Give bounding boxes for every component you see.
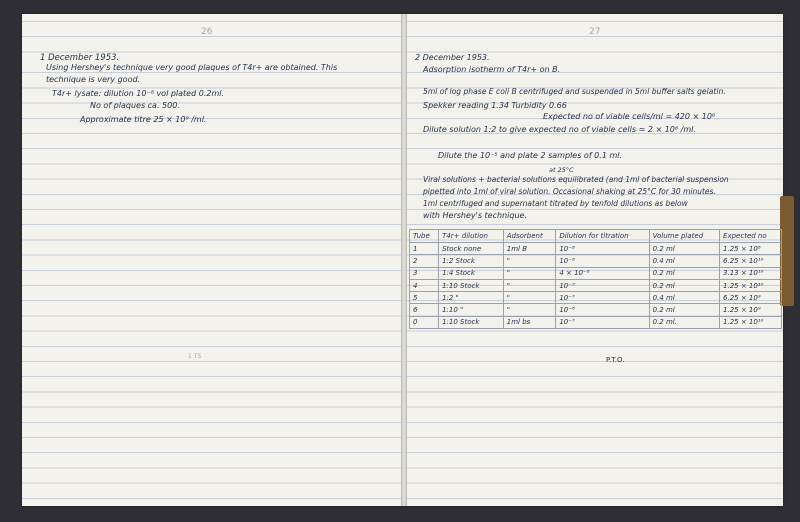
table-cell: 10⁻⁷ xyxy=(556,292,649,304)
temp-note: at 25°C xyxy=(549,166,574,174)
table-header-cell: Tube xyxy=(410,230,439,243)
table-row xyxy=(410,316,782,328)
table-cell: 1:2 " xyxy=(439,292,504,304)
table-header-row xyxy=(410,230,782,243)
titration-table xyxy=(409,229,782,329)
table-cell: 1:2 Stock xyxy=(439,255,504,267)
viral-line-3: 1ml centrifuged and supernatant titrated by tenfold dilutions as below xyxy=(423,199,688,208)
table-cell: " xyxy=(503,304,556,316)
table-cell: 4 xyxy=(410,279,439,291)
table-header-cell: Dilution for titration xyxy=(556,230,649,243)
left-footer-mark: 1 TS xyxy=(188,353,202,360)
table-cell: 6.25 × 10¹⁰ xyxy=(720,255,782,267)
table-cell: 0.2 ml xyxy=(649,243,719,255)
dilute-line: Dilute solution 1:2 to give expected no of viable cells ≃ 2 × 10⁸ /ml. xyxy=(423,125,696,134)
table-cell: 1 xyxy=(410,243,439,255)
table-cell: 1.25 × 10¹⁰ xyxy=(720,316,782,328)
right-date: 2 December 1953. xyxy=(415,53,490,62)
spekker-line: Spekker reading 1.34 Turbidity 0.66 xyxy=(423,101,567,110)
notebook-spine xyxy=(401,14,407,506)
table-cell: 10⁻⁸ xyxy=(556,255,649,267)
table-cell: 10⁻⁷ xyxy=(556,279,649,291)
table-cell: 1:10 Stock xyxy=(439,316,504,328)
table-cell: 10⁻⁷ xyxy=(556,316,649,328)
table-cell: 3 xyxy=(410,267,439,279)
table-row xyxy=(410,267,782,279)
table-row xyxy=(410,255,782,267)
viral-line-1: Viral solutions + bacterial solutions equilibrated (and 1ml of bacterial suspension xyxy=(423,175,729,184)
table-row xyxy=(410,279,782,291)
left-note-line-1: Using Hershey's technique very good plaques of T4r+ are obtained. This xyxy=(46,63,338,72)
table-cell: 1.25 × 10⁹ xyxy=(720,304,782,316)
table-cell: 0.2 ml xyxy=(649,279,719,291)
table-cell: " xyxy=(503,267,556,279)
right-line-1: 5ml of log phase E coli B centrifuged and suspended in 5ml buffer salts gelatin. xyxy=(423,87,726,96)
table-cell: 1.25 × 10¹⁰ xyxy=(720,279,782,291)
table-cell: " xyxy=(503,292,556,304)
table-cell: 10⁻⁶ xyxy=(556,304,649,316)
table-cell: " xyxy=(503,255,556,267)
table-cell: 0.2 ml xyxy=(649,267,719,279)
table-cell: 2 xyxy=(410,255,439,267)
right-page-number: 27 xyxy=(589,27,601,37)
table-row xyxy=(410,292,782,304)
table-cell: 6 xyxy=(410,304,439,316)
table-cell: 1ml bs xyxy=(503,316,556,328)
left-titre-line: Approximate titre 25 × 10⁹ /ml. xyxy=(80,115,207,124)
table-cell: 1ml B xyxy=(503,243,556,255)
table-cell: 1:10 Stock xyxy=(439,279,504,291)
left-notebook-page xyxy=(22,14,403,506)
table-cell: 3.13 × 10¹⁰ xyxy=(720,267,782,279)
viral-line-4: with Hershey's technique. xyxy=(423,211,527,220)
table-cell: Stock none xyxy=(439,243,504,255)
table-row xyxy=(410,304,782,316)
expected-cells-line: Expected no of viable cells/ml = 420 × 10⁶ xyxy=(543,112,716,121)
table-header-cell: T4r+ dilution xyxy=(439,230,504,243)
page-edge-tab xyxy=(780,196,794,306)
table-cell: 0.2 ml. xyxy=(649,316,719,328)
table-cell: 1.25 × 10⁸ xyxy=(720,243,782,255)
plate-line: Dilute the 10⁻⁵ and plate 2 samples of 0.1 ml. xyxy=(438,151,623,160)
table-cell: 1:10 " xyxy=(439,304,504,316)
table-header-cell: Expected no xyxy=(720,230,782,243)
table-header-cell: Volume plated xyxy=(649,230,719,243)
viral-line-2: pipetted into 1ml of viral solution. Occasional shaking at 25°C for 30 minutes. xyxy=(423,187,716,196)
right-title: Adsorption isotherm of T4r+ on B. xyxy=(423,65,561,74)
table-cell: 0 xyxy=(410,316,439,328)
table-row xyxy=(410,243,782,255)
pto-note: P.T.O. xyxy=(606,356,625,364)
left-lysate-line: T4r+ lysate: dilution 10⁻⁸ vol plated 0.2ml. xyxy=(52,89,225,98)
left-plaques-line: No of plaques ca. 500. xyxy=(90,101,180,110)
table-cell: 10⁻⁸ xyxy=(556,243,649,255)
left-date: 1 December 1953. xyxy=(40,53,120,63)
table-cell: 0.4 ml xyxy=(649,292,719,304)
table-cell: 0.4 ml xyxy=(649,255,719,267)
table-cell: 4 × 10⁻⁸ xyxy=(556,267,649,279)
table-cell: 5 xyxy=(410,292,439,304)
table-cell: 0.2 ml xyxy=(649,304,719,316)
left-note-line-2: technique is very good. xyxy=(46,75,141,84)
table-cell: 1:4 Stock xyxy=(439,267,504,279)
table-cell: " xyxy=(503,279,556,291)
left-page-number: 26 xyxy=(201,27,213,37)
table-header-cell: Adsorbent xyxy=(503,230,556,243)
table-cell: 6.25 × 10⁹ xyxy=(720,292,782,304)
